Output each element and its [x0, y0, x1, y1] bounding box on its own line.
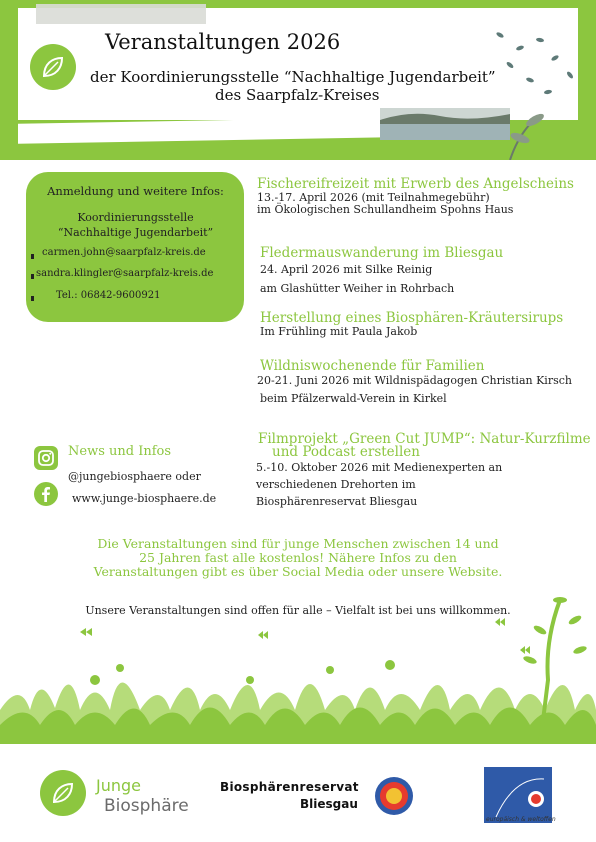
event-4-line2: beim Pfälzerwald-Verein in Kirkel: [260, 392, 447, 405]
info-line2: 25 Jahren fast alle kostenlos! Nähere Infos zu den: [139, 550, 457, 565]
instagram-handle[interactable]: @jungebiosphaere oder: [68, 470, 201, 483]
event-5-title-line2: und Podcast erstellen: [272, 444, 420, 460]
contact-phone: Tel.: 06842-9600921: [56, 290, 161, 301]
bullet: [31, 296, 34, 301]
footer-logo-biosphaere: Biosphäre: [104, 796, 189, 816]
event-4-line1: 20-21. Juni 2026 mit Wildnispädagogen Christian Kirsch: [257, 374, 572, 387]
event-5-line2: verschiedenen Drehorten im: [256, 478, 416, 491]
event-1-line1: 13.-17. April 2026 (mit Teilnahmegebühr): [257, 191, 490, 204]
grass-meadow-illustration: [0, 560, 596, 750]
event-1-title: Fischereifreizeit mit Erwerb des Angelscheins: [257, 176, 574, 192]
page-subtitle-line2: des Saarpfalz-Kreises: [215, 86, 380, 104]
sun-circle-icon: [374, 776, 414, 816]
contact-org-line1: Koordinierungsstelle: [77, 211, 194, 224]
header-tape: [36, 4, 206, 24]
event-5-line3: Biosphärenreservat Bliesgau: [256, 495, 418, 508]
contact-email-1[interactable]: carmen.john@saarpfalz-kreis.de: [42, 247, 206, 258]
event-2-line1: 24. April 2026 mit Silke Reinig: [260, 263, 433, 276]
junge-biosphaere-logo: [30, 44, 76, 90]
page-title: Veranstaltungen 2026: [105, 30, 341, 54]
leaf-branch-icon: [480, 20, 590, 160]
footer-logo-biosphaerenreservat: Biosphärenreservat: [220, 780, 359, 794]
event-3-line1: Im Frühling mit Paula Jakob: [260, 325, 418, 338]
saarpfalz-slogan: europäisch & weltoffen: [486, 816, 556, 823]
info-line3: Veranstaltungen gibt es über Social Media oder unsere Website.: [93, 564, 503, 579]
leaf-logo-icon: [38, 52, 68, 82]
contact-email-2[interactable]: sandra.klingler@saarpfalz-kreis.de: [36, 268, 214, 279]
event-1-line2: im Ökologischen Schullandheim Spohns Haus: [257, 203, 514, 216]
contact-org-line2: “Nachhaltige Jugendarbeit”: [57, 226, 214, 239]
junge-biosphaere-footer-logo: [40, 770, 86, 816]
event-3-title: Herstellung eines Biosphären-Kräutersirups: [260, 310, 564, 326]
saarpfalz-kreis-logo: [484, 767, 552, 823]
event-5-line1: 5.-10. Oktober 2026 mit Medienexperten an: [256, 461, 503, 474]
contact-heading: Anmeldung und weitere Infos:: [47, 184, 224, 198]
social-heading: News und Infos: [68, 444, 172, 459]
event-4-title: Wildniswochenende für Familien: [260, 358, 485, 374]
info-line1: Die Veranstaltungen sind für junge Menschen zwischen 14 und: [97, 536, 499, 551]
diversity-statement: Unsere Veranstaltungen sind offen für alle – Vielfalt ist bei uns willkommen.: [85, 604, 511, 617]
bullet: [31, 274, 34, 279]
event-5-title: Filmprojekt „Green Cut JUMP“: Natur-Kurzfilme: [258, 431, 591, 447]
instagram-icon[interactable]: [34, 446, 58, 470]
facebook-icon[interactable]: [34, 482, 58, 506]
event-2-line2: am Glashütter Weiher in Rohrbach: [260, 282, 455, 295]
website-link[interactable]: www.junge-biosphaere.de: [72, 492, 217, 505]
event-2-title: Fledermauswanderung im Bliesgau: [260, 245, 504, 261]
footer-logo-junge: Junge: [96, 776, 141, 795]
footer-logo-bliesgau: Bliesgau: [300, 797, 358, 811]
page-subtitle-line1: der Koordinierungsstelle “Nachhaltige Jugendarbeit”: [90, 68, 496, 86]
leaf-logo-icon: [48, 778, 78, 808]
saarpfalz-emblem-icon: [484, 767, 552, 823]
bullet: [31, 254, 34, 259]
